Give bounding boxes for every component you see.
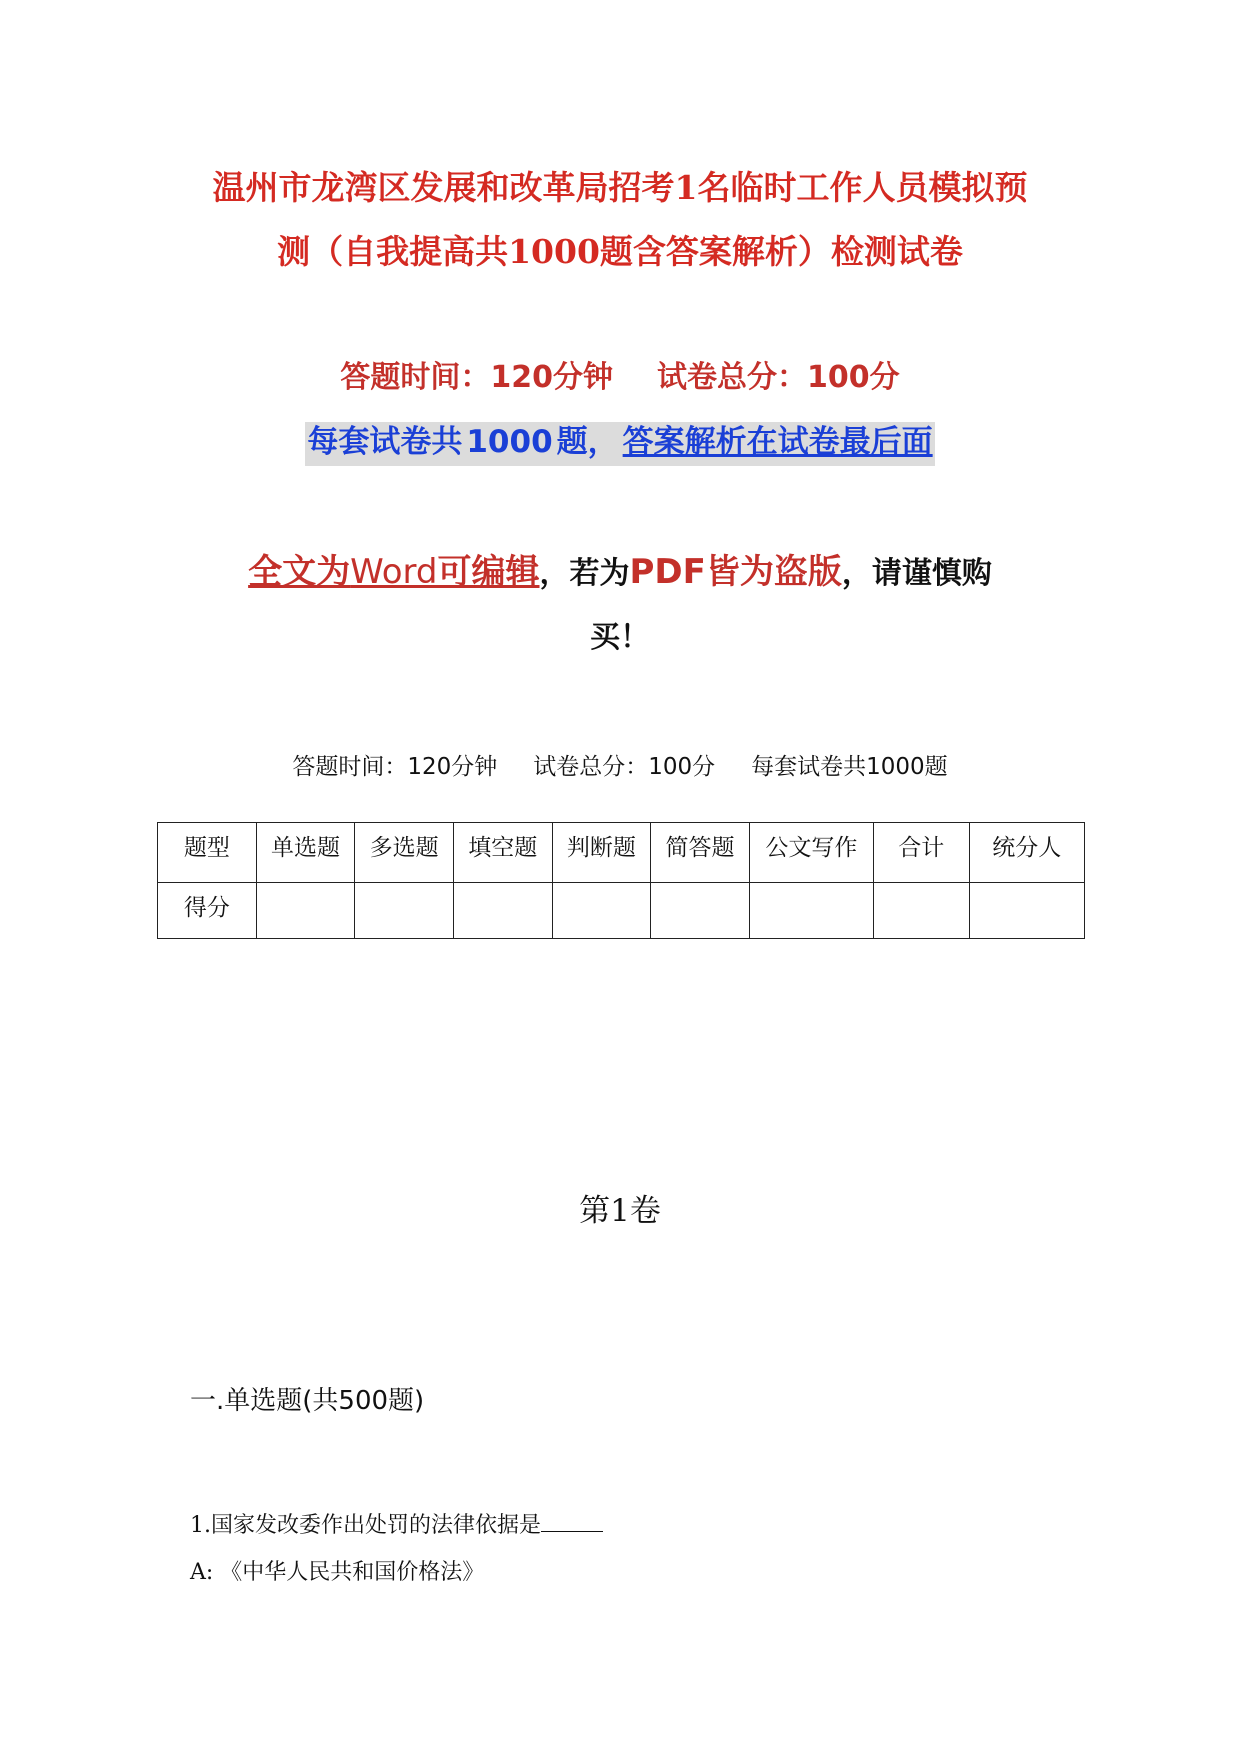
word-link-prefix: 全文为 — [248, 552, 351, 592]
section-title: 一.单选题(共500题) — [190, 1386, 425, 1416]
answer-location-link[interactable]: 答案解析在试卷最后面 — [621, 422, 935, 466]
exam-summary-line — [0, 748, 1240, 781]
score-table-score-row — [158, 883, 1085, 939]
header-true-false: 判断题 — [552, 823, 651, 883]
exam-info-line — [0, 352, 1240, 396]
header-total: 合计 — [873, 823, 969, 883]
word-link-word: Word — [350, 552, 438, 592]
notice-part-1: 每套试卷共 — [305, 422, 464, 466]
score-cell-true-false[interactable] — [552, 883, 651, 939]
score-cell-grader[interactable] — [969, 883, 1084, 939]
notice-text-1: ，若为 — [539, 556, 630, 591]
question-1-option-a: A: 《中华人民共和国价格法》 — [190, 1560, 485, 1585]
volume-title: 第1卷 — [579, 1193, 661, 1229]
exam-time: 答题时间：120分钟 — [340, 360, 613, 395]
pdf-piracy-text: PDF皆为盗版 — [629, 552, 842, 592]
score-cell-multiple-choice[interactable] — [355, 883, 454, 939]
header-question-type: 题型 — [158, 823, 257, 883]
score-cell-official-writing[interactable] — [749, 883, 873, 939]
summary-score: 试卷总分：100分 — [533, 754, 716, 780]
notice-text-2: ，请谨慎购 — [841, 556, 992, 591]
exam-title-line-1: 温州市龙湾区发展和改革局招考1名临时工作人员模拟预 — [212, 168, 1028, 207]
score-cell-single-choice[interactable] — [256, 883, 355, 939]
answer-notice — [0, 416, 1240, 461]
header-short-answer: 简答题 — [651, 823, 750, 883]
word-editable-link[interactable] — [248, 552, 539, 592]
edition-notice-line-2: 买！ — [590, 620, 650, 655]
header-fill-blank: 填空题 — [453, 823, 552, 883]
score-cell-total[interactable] — [873, 883, 969, 939]
question-1-text: 1.国家发改委作出处罚的法律依据是 — [190, 1513, 541, 1538]
score-cell-fill-blank[interactable] — [453, 883, 552, 939]
summary-count: 每套试卷共1000题 — [751, 754, 948, 780]
notice-count: 1000 — [464, 422, 554, 466]
exam-total-score: 试卷总分：100分 — [657, 360, 900, 395]
exam-title-line-2: 测（自我提高共1000题含答案解析）检测试卷 — [277, 232, 963, 271]
score-cell-short-answer[interactable] — [651, 883, 750, 939]
summary-time: 答题时间：120分钟 — [292, 754, 498, 780]
answer-blank — [541, 1511, 603, 1532]
header-single-choice: 单选题 — [256, 823, 355, 883]
word-link-suffix: 可编辑 — [437, 552, 540, 592]
notice-part-2: 题， — [555, 422, 621, 466]
header-multiple-choice: 多选题 — [355, 823, 454, 883]
score-table-header-row — [158, 823, 1085, 883]
question-stem — [190, 1508, 603, 1539]
header-grader: 统分人 — [969, 823, 1084, 883]
header-official-writing: 公文写作 — [749, 823, 873, 883]
edition-notice-line-1 — [0, 544, 1240, 593]
row-label-score: 得分 — [158, 883, 257, 939]
score-table — [157, 822, 1085, 939]
